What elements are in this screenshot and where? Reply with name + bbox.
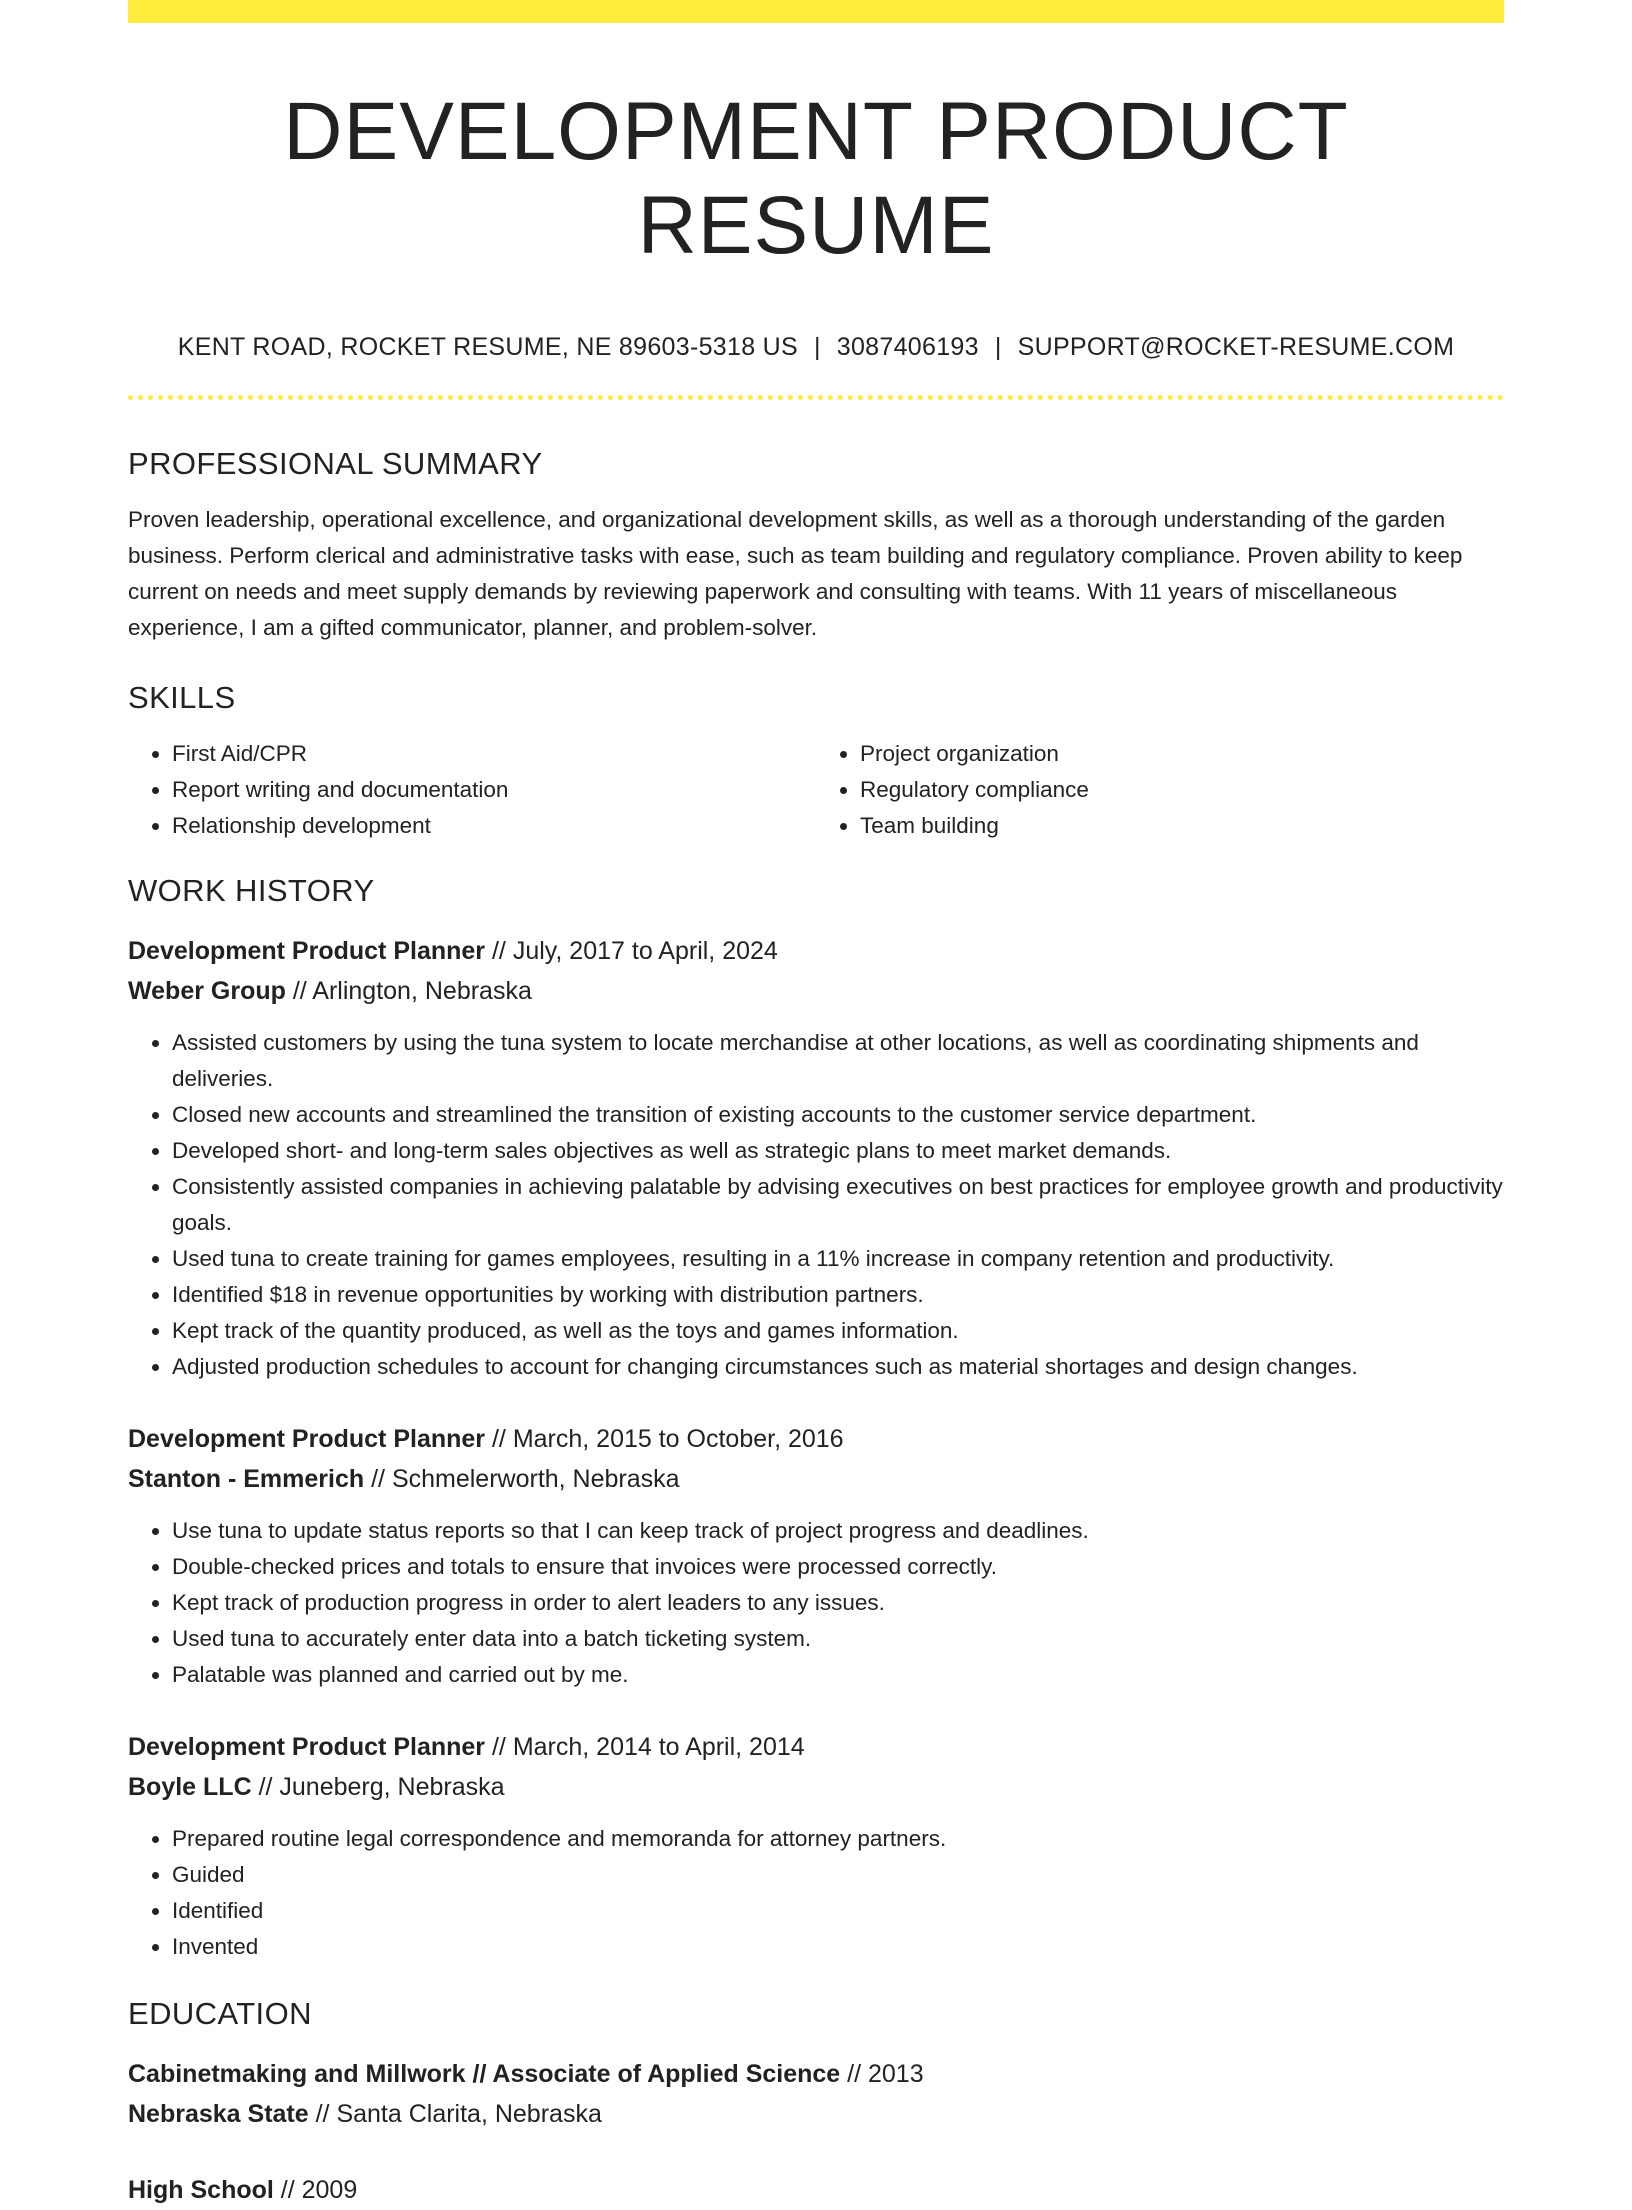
education-heading: EDUCATION [128,1996,312,2032]
job-location: // Juneberg, Nebraska [251,1773,505,1802]
job-company: Stanton - Emmerich [128,1465,365,1494]
contact-separator: | [994,332,1002,361]
dotted-divider [128,395,1504,400]
skills-section [128,679,1504,844]
contact-line [128,332,1504,362]
education-location: // Santa Clarita, Nebraska [308,2100,602,2129]
education-section [128,1995,1504,2210]
education-school-line [128,2094,1504,2134]
job-dates: // July, 2017 to April, 2024 [485,937,778,966]
education-entry [128,2170,1504,2210]
job-bullet: • Adjusted production schedules to account for changing circumstances such as material shortages and design changes. [172,1349,1504,1385]
job-title: Development Product Planner [128,1733,486,1762]
summary-heading: PROFESSIONAL SUMMARY [128,445,543,481]
skill-item: • Project organization [860,736,1504,772]
job-bullet: • Guided [172,1857,1504,1893]
job-bullet: • Used tuna to accurately enter data into a batch ticketing system. [172,1621,1504,1657]
job-bullet: • Identified $18 in revenue opportunities by working with distribution partners. [172,1277,1504,1313]
job-bullet: • Palatable was planned and carried out by me. [172,1657,1504,1693]
job-bullet: • Invented [172,1929,1504,1965]
job-bullet: • Kept track of production progress in order to alert leaders to any issues. [172,1585,1504,1621]
skills-left-list [128,736,816,844]
skill-item: • Relationship development [172,808,816,844]
education-degree-line [128,2054,1504,2094]
skills-heading: SKILLS [128,679,236,715]
skill-item: • First Aid/CPR [172,736,816,772]
job-title-line [128,1419,1504,1459]
contact-address: KENT ROAD, ROCKET RESUME, NE 89603-5318 US [177,332,798,361]
contact-phone: 3087406193 [836,332,979,361]
skill-item: • Report writing and documentation [172,772,816,808]
education-entry [128,2054,1504,2134]
contact-separator: | [813,332,821,361]
education-degree: Cabinetmaking and Millwork // Associate of Applied Science [128,2060,841,2089]
job-bullet: • Consistently assisted companies in achieving palatable by advising executives on best practices for employee growth and productivity goals. [172,1169,1504,1241]
job-company-line [128,971,1504,1011]
resume-title: DEVELOPMENT PRODUCT RESUME [283,86,1349,272]
education-degree: High School [128,2176,274,2205]
top-accent-bar [128,0,1504,23]
education-year: // 2013 [840,2060,924,2089]
job-title: Development Product Planner [128,937,486,966]
skill-item: • Regulatory compliance [860,772,1504,808]
job-bullet: • Developed short- and long-term sales objectives as well as strategic plans to meet market demands. [172,1133,1504,1169]
job-bullet: • Kept track of the quantity produced, as well as the toys and games information. [172,1313,1504,1349]
job-title-line [128,931,1504,971]
job-company-line [128,1767,1504,1807]
job-title: Development Product Planner [128,1425,486,1454]
job-bullet: • Identified [172,1893,1504,1929]
job-location: // Schmelerworth, Nebraska [364,1465,680,1494]
summary-section [128,445,1504,646]
job-bullets [128,1821,1504,1965]
job-bullets [128,1513,1504,1693]
job-bullet: • Double-checked prices and totals to ensure that invoices were processed correctly. [172,1549,1504,1585]
job-company: Boyle LLC [128,1773,252,1802]
job-dates: // March, 2014 to April, 2014 [485,1733,805,1762]
skill-item: • Team building [860,808,1504,844]
job-bullet: • Assisted customers by using the tuna system to locate merchandise at other locations, as well as coordinating shipments and deliveries. [172,1025,1504,1097]
resume-content [128,23,1504,2210]
job-entry [128,1419,1504,1693]
job-location: // Arlington, Nebraska [285,977,532,1006]
education-degree-line [128,2170,1504,2210]
job-bullet: • Use tuna to update status reports so that I can keep track of project progress and deadlines. [172,1513,1504,1549]
job-entry [128,1727,1504,1965]
job-dates: // March, 2015 to October, 2016 [485,1425,844,1454]
job-bullet: • Prepared routine legal correspondence and memoranda for attorney partners. [172,1821,1504,1857]
job-company-line [128,1459,1504,1499]
job-bullet: • Used tuna to create training for games employees, resulting in a 11% increase in company retention and productivity. [172,1241,1504,1277]
job-company: Weber Group [128,977,286,1006]
job-title-line [128,1727,1504,1767]
job-entry [128,931,1504,1385]
work-history-heading: WORK HISTORY [128,872,375,908]
education-school: Nebraska State [128,2100,309,2129]
skills-right-list [816,736,1504,844]
skills-columns [128,736,1504,844]
summary-text: Proven leadership, operational excellence, and organizational development skills, as well as a thorough understanding of the garden business. Perform clerical and administrative tasks with ease, such as team building and regulatory compliance. Proven ability to keep current on needs and meet supply demands by reviewing paperwork and consulting with teams. With 11 years of miscellaneous experience, I am a gifted communicator, planner, and problem-solver. [128,506,1463,640]
education-year: // 2009 [273,2176,358,2205]
job-bullet: • Closed new accounts and streamlined the transition of existing accounts to the customer service department. [172,1097,1504,1133]
contact-email: SUPPORT@ROCKET-RESUME.COM [1017,332,1455,361]
job-bullets [128,1025,1504,1385]
work-history-section [128,872,1504,1965]
